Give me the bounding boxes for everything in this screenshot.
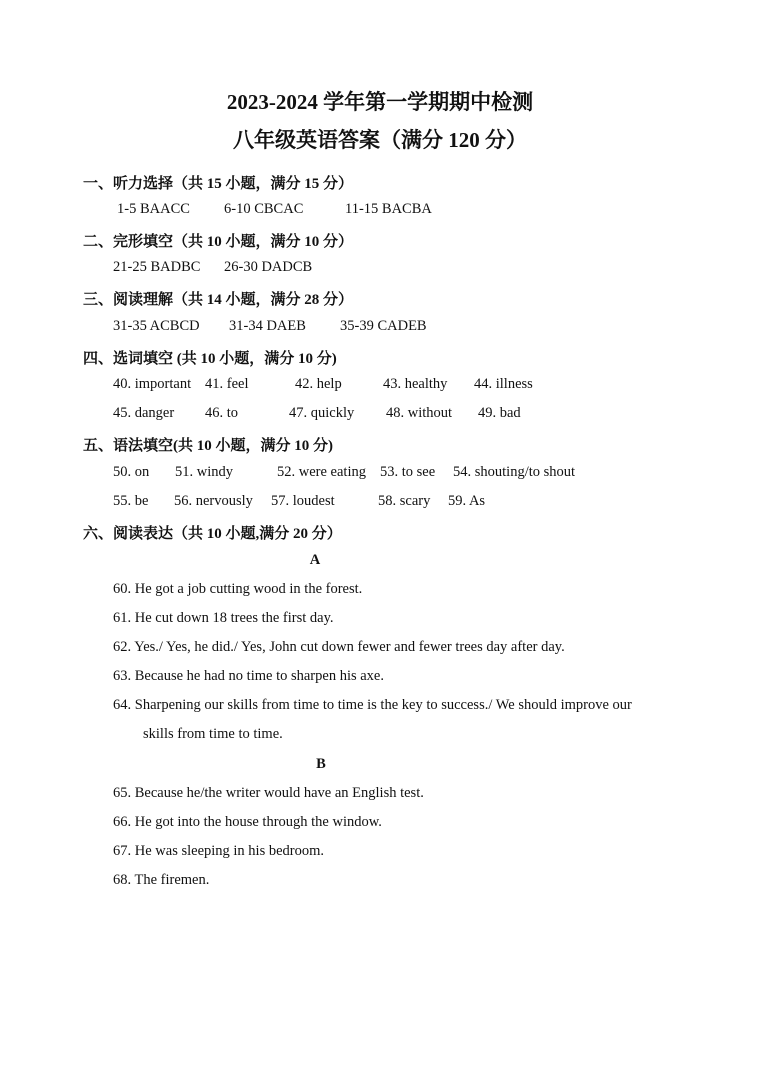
answer-item: 42. help <box>295 376 342 392</box>
part-a-label: A <box>309 552 321 568</box>
answer-item: 26-30 DADCB <box>224 259 313 275</box>
answer-item: 21-25 BADBC <box>113 259 201 275</box>
answer-item: 53. to see <box>380 464 436 480</box>
section-heading-listening: 一、听力选择（共 15 小题，满分 15 分） <box>83 176 354 192</box>
answer-item: 55. be <box>113 493 149 509</box>
answer-line: 64. Sharpening our skills from time to time is the key to success./ We should improve our <box>113 697 632 713</box>
answer-item: 31-34 DAEB <box>229 318 306 334</box>
answer-item: 47. quickly <box>289 405 355 421</box>
answer-line: 62. Yes./ Yes, he did./ Yes, John cut down fewer and fewer trees day after day. <box>113 639 565 655</box>
answer-line: 61. He cut down 18 trees the first day. <box>113 610 334 626</box>
answer-item: 58. scary <box>378 493 431 509</box>
answer-item: 57. loudest <box>271 493 335 509</box>
answer-item: 40. important <box>113 376 192 392</box>
answer-item: 41. feel <box>205 376 249 392</box>
answer-item: 35-39 CADEB <box>340 318 427 334</box>
answer-item: 11-15 BACBA <box>345 201 432 217</box>
section-heading-word-choice: 四、选词填空 (共 10 小题，满分 10 分) <box>83 351 337 367</box>
answer-item: 52. were eating <box>277 464 366 480</box>
answer-item: 54. shouting/to shout <box>453 464 576 480</box>
page-title: 2023-2024 学年第一学期期中检测 <box>226 90 534 114</box>
answer-line: 65. Because he/the writer would have an English test. <box>113 785 424 801</box>
answer-line: 60. He got a job cutting wood in the forest. <box>113 581 363 597</box>
answer-item: 56. nervously <box>174 493 253 509</box>
answer-line: 67. He was sleeping in his bedroom. <box>113 843 325 859</box>
answer-item: 48. without <box>386 405 453 421</box>
answer-item: 6-10 CBCAC <box>224 201 304 217</box>
answer-item: 59. As <box>448 493 486 509</box>
answer-item: 50. on <box>113 464 150 480</box>
answer-line-continuation: skills from time to time. <box>143 726 283 742</box>
section-heading-cloze: 二、完形填空（共 10 小题，满分 10 分） <box>83 234 354 250</box>
part-b-label: B <box>316 756 326 772</box>
section-heading-grammar: 五、语法填空(共 10 小题，满分 10 分) <box>83 438 333 454</box>
answer-item: 44. illness <box>474 376 533 392</box>
page-subtitle: 八年级英语答案（满分 120 分） <box>233 128 527 152</box>
answer-item: 49. bad <box>478 405 521 421</box>
answer-item: 46. to <box>205 405 239 421</box>
answer-item: 31-35 ACBCD <box>113 318 200 334</box>
answer-item: 1-5 BAACC <box>117 201 190 217</box>
section-heading-reading: 三、阅读理解（共 14 小题，满分 28 分） <box>83 292 354 308</box>
answer-line: 66. He got into the house through the window. <box>113 814 382 830</box>
answer-item: 45. danger <box>113 405 175 421</box>
answer-item: 43. healthy <box>383 376 448 392</box>
answer-line: 63. Because he had no time to sharpen his axe. <box>113 668 384 684</box>
answer-item: 51. windy <box>175 464 233 480</box>
answer-line: 68. The firemen. <box>113 872 210 888</box>
section-heading-reading-expression: 六、阅读表达（共 10 小题,满分 20 分） <box>83 526 342 542</box>
